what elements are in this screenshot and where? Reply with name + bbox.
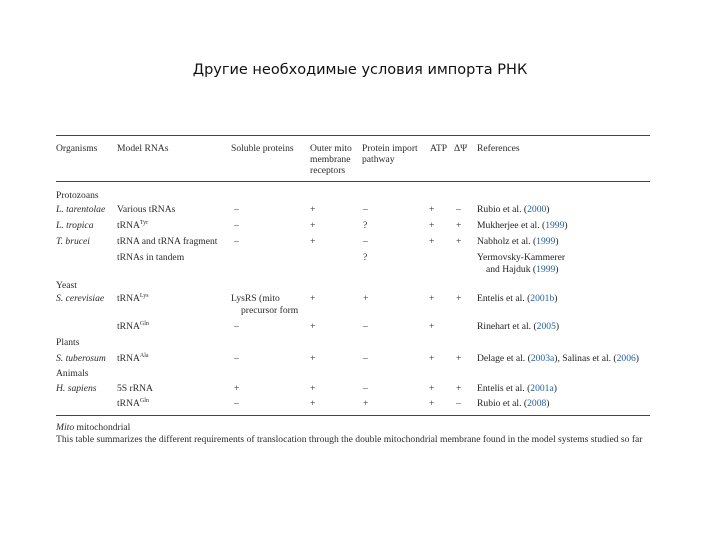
soluble-cell-cont: precursor form <box>241 305 299 316</box>
model-rna-cell: Various tRNAs <box>117 204 176 215</box>
header-outer-mito-3: receptors <box>310 165 346 176</box>
model-rna-cell: tRNAs in tandem <box>117 252 185 263</box>
reference-cell: Nabholz et al. (1999) <box>477 236 559 247</box>
dpsi-cell: – <box>456 398 461 409</box>
soluble-cell: – <box>234 220 239 231</box>
atp-cell: + <box>429 204 435 215</box>
pathway-cell: – <box>363 204 368 215</box>
header-outer-mito-2: membrane <box>310 154 351 165</box>
section-label: Plants <box>56 337 80 348</box>
pathway-cell: – <box>363 353 368 364</box>
atp-cell: + <box>429 321 435 332</box>
atp-cell: + <box>429 220 435 231</box>
organism-cell: L. tropica <box>56 220 94 231</box>
pathway-cell: + <box>363 293 369 304</box>
dpsi-cell: – <box>456 204 461 215</box>
dpsi-cell: + <box>456 353 462 364</box>
soluble-cell: – <box>234 236 239 247</box>
atp-cell: + <box>429 236 435 247</box>
soluble-cell: – <box>234 353 239 364</box>
outer-cell: + <box>310 383 316 394</box>
outer-cell: + <box>310 398 316 409</box>
dpsi-cell: + <box>456 220 462 231</box>
dpsi-cell: + <box>456 293 462 304</box>
organism-cell: H. sapiens <box>56 383 97 394</box>
slide-title: Другие необходимые условия импорта РНК <box>192 62 528 78</box>
header-model-rnas: Model RNAs <box>117 143 169 154</box>
header-protein-import-1: Protein import <box>362 143 418 154</box>
outer-cell: + <box>310 236 316 247</box>
requirements-table <box>56 135 650 465</box>
reference-cell: Yermovsky-Kammerer <box>477 252 566 263</box>
atp-cell: + <box>429 398 435 409</box>
reference-cell: Entelis et al. (2001a) <box>477 383 557 394</box>
model-rna-cell: tRNA$^{Tyr}$ <box>117 219 149 231</box>
section-label: Animals <box>56 368 89 379</box>
organism-cell: T. brucei <box>56 236 90 247</box>
atp-cell: + <box>429 293 435 304</box>
header-dpsi: ΔΨ <box>454 143 468 154</box>
header-soluble-proteins: Soluble proteins <box>231 143 294 154</box>
bottom-rule <box>56 415 650 416</box>
pathway-cell: ? <box>363 220 368 231</box>
atp-cell: + <box>429 383 435 394</box>
reference-cell: Mukherjee et al. (1999) <box>477 220 568 231</box>
pathway-cell: ? <box>363 252 368 263</box>
section-label: Protozoans <box>56 190 99 201</box>
section-label: Yeast <box>56 280 77 291</box>
model-rna-cell: tRNA$^{Lys}$ <box>117 292 149 304</box>
header-references: References <box>477 143 520 154</box>
atp-cell: + <box>429 353 435 364</box>
header-rule <box>56 181 650 182</box>
reference-cell: Rinehart et al. (2005) <box>477 321 560 332</box>
dpsi-cell: + <box>456 383 462 394</box>
soluble-cell: – <box>234 321 239 332</box>
table-caption: This table summarizes the different requirements of translocation through the double mitochondrial membrane found in the model systems studied so far <box>56 434 643 445</box>
model-rna-cell: tRNA$^{Ala}$ <box>117 352 149 364</box>
outer-cell: + <box>310 220 316 231</box>
header-protein-import-2: pathway <box>362 154 395 165</box>
model-rna-cell: tRNA$^{Gln}$ <box>117 397 149 409</box>
pathway-cell: + <box>363 398 369 409</box>
outer-cell: + <box>310 204 316 215</box>
organism-cell: S. cerevisiae <box>56 293 105 304</box>
soluble-cell: + <box>234 383 240 394</box>
reference-cell: Rubio et al. (2000) <box>477 204 550 215</box>
reference-cell: Entelis et al. (2001b) <box>477 293 558 304</box>
outer-cell: + <box>310 353 316 364</box>
organism-cell: L. tarentolae <box>56 204 106 215</box>
top-rule <box>56 135 650 136</box>
reference-cell: Rubio et al. (2008) <box>477 398 550 409</box>
outer-cell: + <box>310 321 316 332</box>
model-rna-cell: tRNA$^{Gln}$ <box>117 320 149 332</box>
dpsi-cell: + <box>456 236 462 247</box>
pathway-cell: – <box>363 321 368 332</box>
pathway-cell: – <box>363 383 368 394</box>
header-atp: ATP <box>430 143 448 154</box>
organism-cell: S. tuberosum <box>56 353 106 364</box>
model-rna-cell: 5S rRNA <box>117 383 153 394</box>
pathway-cell: – <box>363 236 368 247</box>
outer-cell: + <box>310 293 316 304</box>
footnote-abbreviation: Mito mitochondrial <box>56 422 131 433</box>
soluble-cell: – <box>234 204 239 215</box>
header-organisms: Organisms <box>56 143 98 154</box>
header-outer-mito-1: Outer mito <box>310 143 352 154</box>
reference-cell-cont: and Hajduk (1999) <box>486 264 559 275</box>
model-rna-cell: tRNA and tRNA fragment <box>117 236 218 247</box>
soluble-cell: LysRS (mito <box>231 293 280 304</box>
soluble-cell: – <box>234 398 239 409</box>
reference-cell: Delage et al. (2003a), Salinas et al. (2006) <box>477 353 639 364</box>
